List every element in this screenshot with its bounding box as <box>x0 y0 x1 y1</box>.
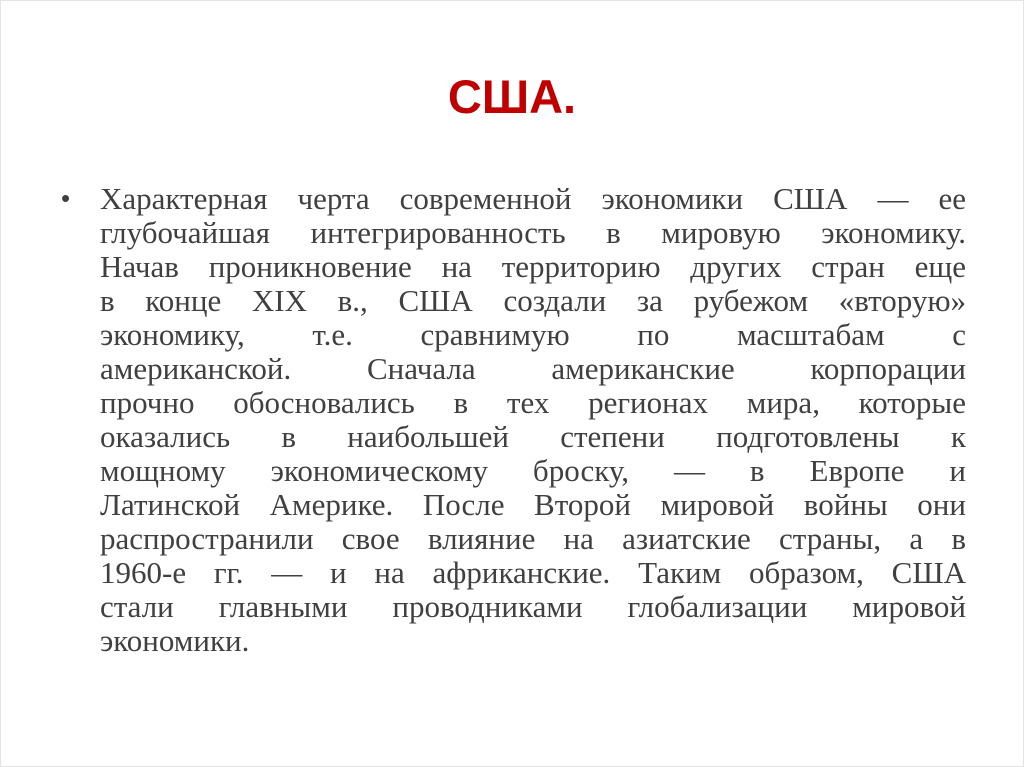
paragraph-line: прочно обосновались в тех регионах мира, которые <box>100 385 966 420</box>
paragraph-line: оказались в наибольшей степени подготовлены к <box>100 419 966 454</box>
bullet-paragraph <box>100 182 966 658</box>
paragraph-line: в конце XIX в., США создали за рубежом «вторую» <box>100 283 966 318</box>
paragraph-line: Начав проникновение на территорию других стран еще <box>100 249 966 284</box>
paragraph-line: глубочайшая интегрированность в мировую экономику. <box>100 215 966 250</box>
paragraph-line: экономики. <box>100 623 250 658</box>
paragraph-line: 1960-е гг. — и на африканские. Таким образом, США <box>100 555 966 590</box>
paragraph-line: распространили свое влияние на азиатские страны, а в <box>100 521 966 556</box>
paragraph-line: американской. Сначала американские корпорации <box>100 351 966 386</box>
paragraph-line: мощному экономическому броску, — в Европе и <box>100 453 966 488</box>
paragraph-line: экономику, т.е. сравнимую по масштабам с <box>100 317 966 352</box>
paragraph-line: Характерная черта современной экономики США — ее <box>100 181 966 216</box>
bullet-marker: • <box>61 183 71 213</box>
slide-title: США. <box>447 70 577 123</box>
paragraph-line: стали главными проводниками глобализации мировой <box>100 589 966 624</box>
paragraph-line: Латинской Америке. После Второй мировой войны они <box>100 487 966 522</box>
